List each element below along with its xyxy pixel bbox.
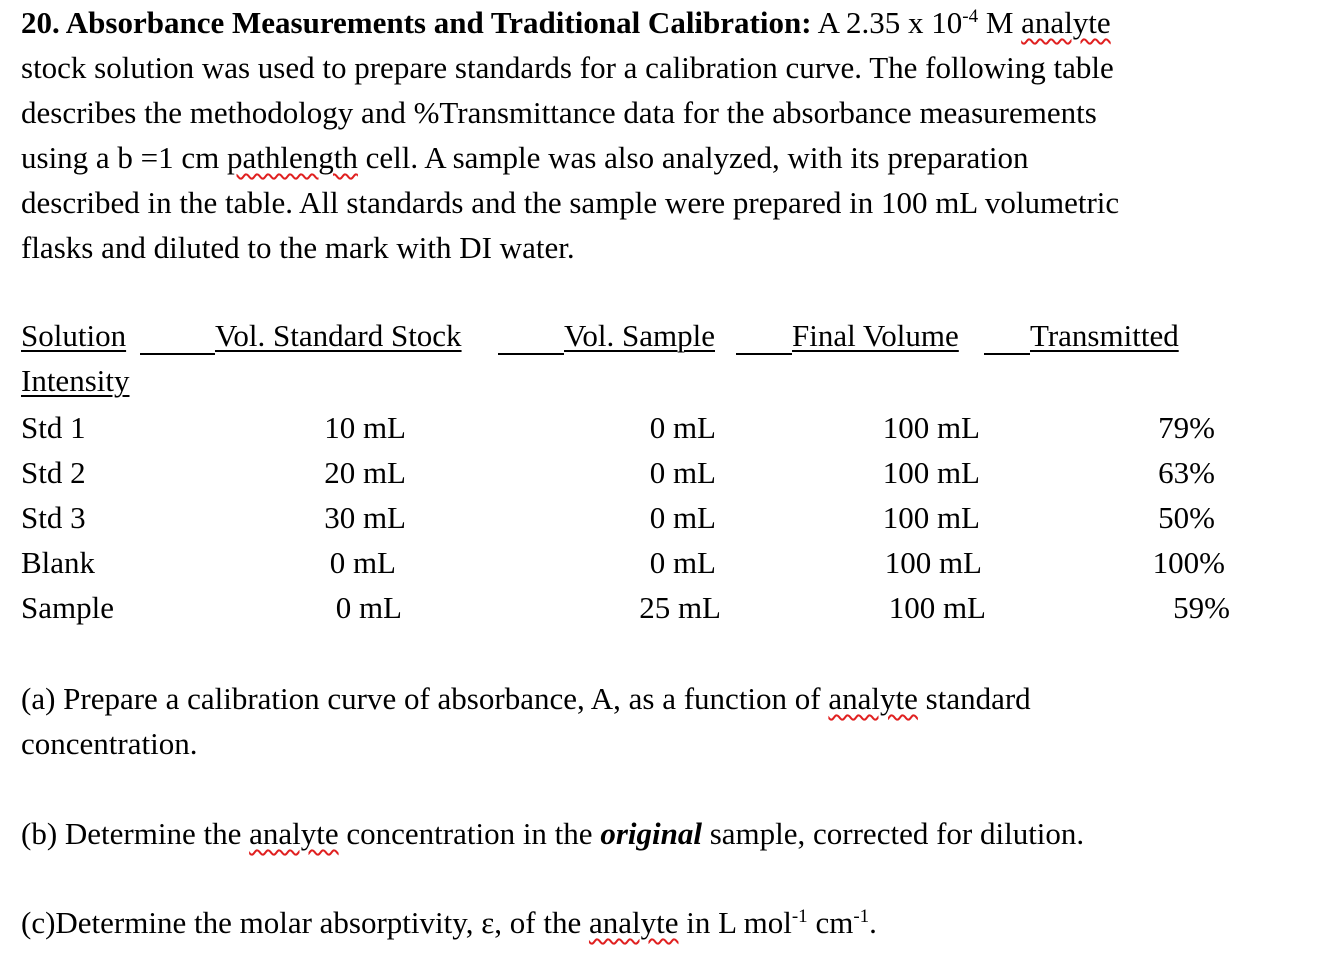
header-solution: Solution xyxy=(21,318,127,353)
cell-vol-standard: 0 mL xyxy=(329,545,396,580)
spellcheck-word[interactable]: pathlength xyxy=(227,140,358,175)
question-c: (c)Determine the molar absorptivity, ε, of the analyte in L mol$^{-1}$ $cm^{-1}$. xyxy=(21,905,877,940)
cell-vol-sample: 0 mL xyxy=(649,545,716,580)
header-underline xyxy=(498,353,564,355)
problem-heading: 20. Absorbance Measurements and Traditional Calibration: xyxy=(21,5,812,40)
header-underline xyxy=(736,353,792,355)
question-b: (b) Determine the analyte concentration in the original sample, corrected for dilution. xyxy=(21,816,1085,851)
intro-line-5: described in the table. All standards and the sample were prepared in 100 mL volumetric xyxy=(21,185,1120,220)
cell-vol-sample: 0 mL xyxy=(649,500,716,535)
cell-vol-standard: 20 mL xyxy=(324,455,406,490)
header-vol-sample: Vol. Sample xyxy=(564,318,715,353)
spellcheck-word[interactable]: analyte xyxy=(588,905,679,940)
question-a: (a) Prepare a calibration curve of absorbance, A, as a function of analyte standard concentration. xyxy=(21,681,1031,761)
problem-intro xyxy=(21,0,1316,270)
cell-solution: Sample xyxy=(21,590,114,625)
spellcheck-word[interactable]: analyte xyxy=(1021,5,1111,40)
cell-final-volume: 100 mL xyxy=(884,545,982,580)
cell-final-volume: 100 mL xyxy=(882,410,980,445)
header-underline xyxy=(984,353,1030,355)
header-final-volume: Final Volume xyxy=(792,318,959,353)
cell-transmitted: 59% xyxy=(1173,590,1230,625)
header-transmitted: Transmitted xyxy=(1030,318,1179,353)
emphasis-original: original xyxy=(600,816,702,851)
header-underline xyxy=(140,353,215,355)
intro-line-3: describes the methodology and %Transmittance data for the absorbance measurements xyxy=(21,95,1097,130)
cell-solution: Std 3 xyxy=(21,500,86,535)
cell-final-volume: 100 mL xyxy=(882,455,980,490)
cell-final-volume: 100 mL xyxy=(882,500,980,535)
cell-solution: Std 2 xyxy=(21,455,86,490)
cell-transmitted: 100% xyxy=(1152,545,1225,580)
header-intensity: Intensity xyxy=(21,363,130,398)
cell-final-volume: 100 mL xyxy=(888,590,986,625)
cell-vol-sample: 0 mL xyxy=(649,455,716,490)
intro-line-1: 20. Absorbance Measurements and Traditional Calibration: A 2.35 x $10^{-4}$ M analyte xyxy=(21,5,1111,40)
spellcheck-word[interactable]: analyte xyxy=(828,681,918,716)
intro-line-6: flasks and diluted to the mark with DI water. xyxy=(21,230,575,265)
cell-transmitted: 50% xyxy=(1158,500,1215,535)
cell-vol-standard: 30 mL xyxy=(324,500,406,535)
cell-transmitted: 63% xyxy=(1158,455,1215,490)
header-vol-standard-stock: Vol. Standard Stock xyxy=(215,318,462,353)
spellcheck-word[interactable]: analyte xyxy=(249,816,339,851)
cell-vol-sample: 0 mL xyxy=(649,410,716,445)
intro-line-4: using a b =1 cm pathlength cell. A sample was also analyzed, with its preparation xyxy=(21,140,1029,175)
cell-vol-standard: 10 mL xyxy=(324,410,406,445)
intro-line-2: stock solution was used to prepare standards for a calibration curve. The following table xyxy=(21,50,1114,85)
cell-solution: Std 1 xyxy=(21,410,86,445)
cell-vol-standard: 0 mL xyxy=(335,590,402,625)
cell-transmitted: 79% xyxy=(1158,410,1215,445)
cell-solution: Blank xyxy=(21,545,96,580)
cell-vol-sample: 25 mL xyxy=(639,590,721,625)
